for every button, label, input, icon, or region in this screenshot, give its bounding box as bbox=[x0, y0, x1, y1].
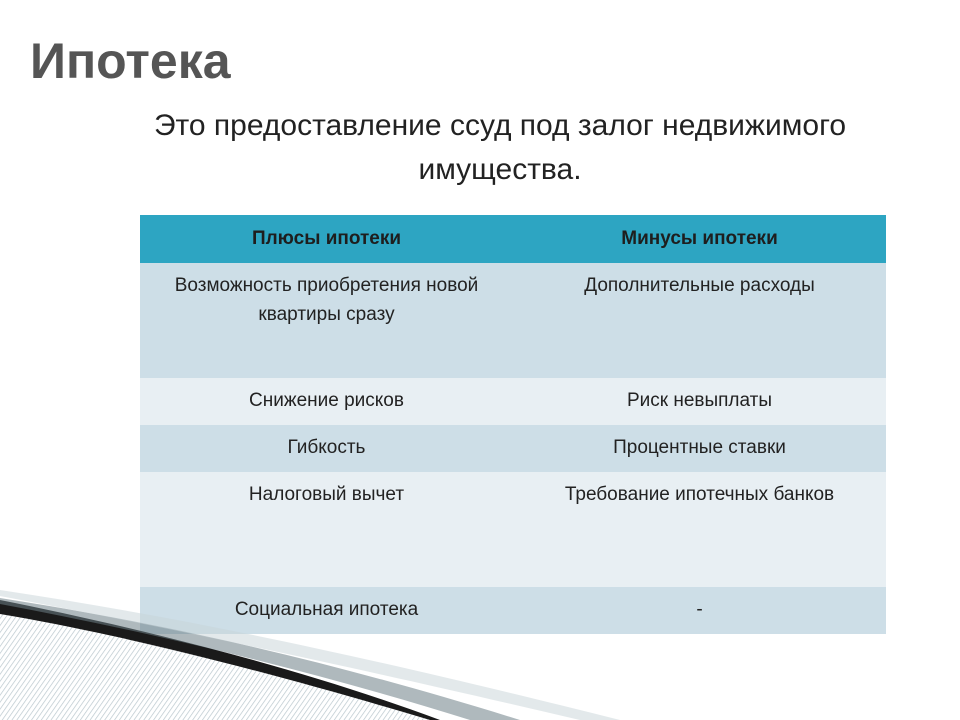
pros-cell: Снижение рисков bbox=[140, 378, 513, 425]
slide-subtitle: Это предоставление ссуд под залог недвижимого имущества. bbox=[153, 109, 847, 186]
cons-cell: Риск невыплаты bbox=[513, 378, 886, 425]
cons-cell: Требование ипотечных банков bbox=[513, 472, 886, 587]
table-header-row bbox=[140, 215, 886, 263]
cons-cell: Дополнительные расходы bbox=[513, 263, 886, 378]
table-row bbox=[140, 425, 886, 472]
pros-cell: Налоговый вычет bbox=[140, 472, 513, 587]
cons-cell: Процентные ставки bbox=[513, 425, 886, 472]
decorative-wave bbox=[0, 590, 960, 720]
cons-cell: - bbox=[513, 587, 886, 634]
header-pros: Плюсы ипотеки bbox=[140, 215, 513, 263]
table-row bbox=[140, 263, 886, 378]
slide-title: Ипотека bbox=[30, 33, 231, 89]
pros-cell: Возможность приобретения новой квартиры сразу bbox=[140, 263, 513, 378]
header-cons: Минусы ипотеки bbox=[513, 215, 886, 263]
pros-cell: Гибкость bbox=[140, 425, 513, 472]
table-row bbox=[140, 472, 886, 587]
table-row bbox=[140, 378, 886, 425]
pros-cons-table bbox=[140, 215, 886, 634]
pros-cell: Социальная ипотека bbox=[140, 587, 513, 634]
